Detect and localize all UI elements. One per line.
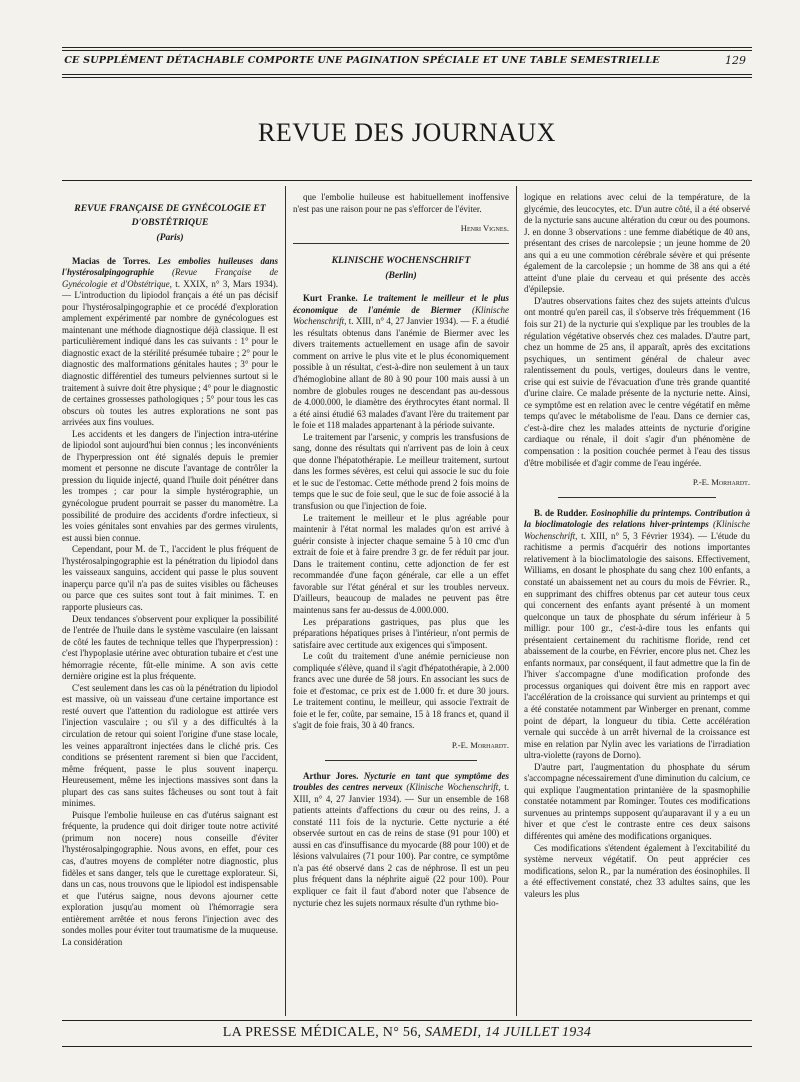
article-author: Arthur Jores. [303, 770, 359, 781]
top-rule-1 [62, 47, 752, 48]
article-paragraph: Deux tendances s'observent pour expliquer la possibilité de l'entrée de l'huile dans le système vasculaire (en laissant de côté les fautes de technique telles que l'hyperpression) : c'est l'hypoplasie utérine avec obturation tubaire et c'est une hémorragie récente, fût-elle minime. A son avis cette dernière origine est la plus fréquente. [62, 613, 278, 682]
article-source: (Revue Française de Gynécologie et d'Obstétrique, [62, 267, 279, 289]
article-paragraph: Ces modifications s'étendent également à l'excitabilité du système nerveux végétatif. On peut apprécier ces modifications, selon R., par la numération des éosinophiles. Il a été effectivement constaté, chez 33 adultes sains, que les valeurs les plus [524, 842, 750, 899]
article-paragraph: Cependant, pour M. de T., l'accident le plus fréquent de l'hystérosalpingographie est la pénétration du lipiodol dans les vaisseaux sanguins, accident qui passe le plus souvent inaperçu parce qu'il n'a pas de suites visibles ou fâcheuses ou parce que ces suites sont tout à fait minimes. T. en rapporte plusieurs cas. [62, 544, 278, 612]
article-source: (Klinische Wochenschrift, [524, 519, 751, 541]
supplement-notice: CE SUPPLÉMENT DÉTACHABLE COMPORTE UNE PAGINATION SPÉCIALE ET UNE TABLE SEMESTRIELLE [64, 55, 660, 66]
article-de-rudder [524, 508, 750, 901]
section-title: REVUE DES JOURNAUX [258, 118, 556, 147]
article-title: Nycturie en tant que symptôme des troubles des centres nerveux [293, 770, 509, 793]
article-title: Les embolies huileuses dans l'hystérosalpingographie [62, 255, 278, 278]
article-kurt-franke [293, 293, 509, 732]
article-text: t. XIII, n° 4, 27 Janvier 1934). — F. a étudié les résultats obtenus dans l'anémie de Biermer avec les divers traitements actuellement en usage afin de savoir comment on arrive le plus vite et le plus économiquement possible à un résultat, c'est-à-dire non seulement à un taux d'hémoglobine allant de 80 à 90 pour 100 mais aussi à un nombre de globules rouges ne descendant pas au-dessous de 4.000.000, le diamètre des érythrocytes étant normal. Il a été ainsi étudié 63 malades d'avant l'ère du traitement par le foie et 118 malades appartenant à la période suivante. [293, 316, 509, 431]
article-divider [558, 497, 716, 498]
article-source: (Klinische Wochenschrift, [293, 304, 509, 327]
article-arthur-jores [293, 771, 509, 910]
page-number: 129 [725, 54, 746, 67]
article-continuation [293, 192, 509, 215]
article-signature: Henri Vignes. [460, 223, 509, 234]
article-lead-paragraph [524, 508, 750, 762]
header-bottom-rule-1 [62, 74, 752, 75]
article-author: B. de Rudder. [534, 507, 588, 518]
article-paragraph: logique en relations avec celui de la température, de la glycémie, des leucocytes, etc. D'un autre côté, il a été observé de la nycturie sans aucune altération du cœur ou des poumons. J. en donne 3 observations : une femme diabétique de 40 ans, présentant des crises de narcolepsie ; un jeune homme de 20 ans qui a eu une commotion cérébrale sévère et qui présente également de la carcolepsie ; un homme de 38 ans qui a été atteint d'une plaie du cerveau et qui présente des accès d'épilepsie. [524, 192, 750, 295]
article-paragraph: Les accidents et les dangers de l'injection intra-utérine de lipiodol sont aujourd'hui bien connus ; les inconvénients de l'hyperpression ont été signalés depuis le premier moment et personne ne discute l'avantage de contrôler la pression du liquide injecté, quand l'huile doit pénétrer dans les trompes ; car pour la simple hystérographie, un gynécologue prudent pourrait se passer du manomètre. La possibilité de produire des accidents d'ordre infectieux, si les voies génitales sont envahies par des germes virulents, est aussi bien connue. [62, 428, 278, 543]
column-divider-1 [285, 186, 286, 1016]
column-1 [62, 192, 278, 956]
article-paragraph: Le coût du traitement d'une anémie pernicieuse non compliquée s'élève, quand il s'agit d'hépatothérapie, à 2.000 francs avec une durée de 58 jours. En associant les sucs de foie et d'estomac, ce prix est de 1.000 fr. et dure 30 jours. Le traitement continu, le meilleur, qui associe l'extrait de foie et le fer, coûte, par semaine, 15 à 18 francs et, quand il s'agit de foie frais, 30 à 40 francs. [293, 651, 509, 731]
column-3 [524, 192, 750, 908]
columns-top-rule [62, 180, 752, 181]
header-bottom-rule-2 [62, 77, 752, 78]
journal-heading: REVUE FRANÇAISE DE GYNÉCOLOGIE ET D'OBSTÉTRIQUE [74, 203, 266, 228]
article-paragraph: Puisque l'embolie huileuse en cas d'utérus saignant est fréquente, la prudence qui doit diriger toute notre activité (primum non nocere) nous conseille d'éviter l'hystérosalpingographie. Nous avons, en effet, pour ces cas, d'autres moyens de compléter notre diagnostic, plus fidèles et sans danger, tels que le curettage explorateur. Si, dans un cas, nous trouvons que le lipiodol est indispensable et que l'utérus saigne, nous devons ajourner cette exploration jusqu'au moment où l'hémorragie sera entièrement arrêtée et nous ferons l'injection avec des sondes molles pour éviter tout traumatisme de la muqueuse. La considération [62, 809, 278, 947]
article-signature: P.-E. Morhardt. [692, 477, 750, 488]
footer-bottom-rule [62, 1046, 752, 1047]
article-divider [325, 760, 476, 761]
column-divider-2 [516, 186, 517, 1016]
running-footer [62, 1022, 752, 1044]
article-author: Kurt Franke. [303, 293, 358, 304]
article-paragraph: Le traitement par l'arsenic, y compris les transfusions de sang, donne des résultats qui n'arrivent pas de loin à ceux que donne l'hépatothérapie. Le meilleur traitement, surtout dans les formes sévères, est celui qui associe le suc du foie et le suc de l'estomac. Cette méthode prend 2 fois moins de temps que le suc de foie seul, que le suc de foie associé à la transfusion ou que l'injection de foie. [293, 431, 509, 512]
article-paragraph: Les préparations gastriques, pas plus que les préparations hépatiques prises à l'intérieur, n'ont permis de satisfaire avec certitude aux exigences qui s'imposent. [293, 616, 509, 650]
article-paragraph: D'autre part, l'augmentation du phosphate du sérum s'accompagne nécessairement d'une diminution du calcium, ce qui explique l'augmentation printanière de la spasmophilie constatée notamment par Rominger. Toutes ces modifications survenues au printemps supposent qu'auparavant il y a eu un hiver et que c'est le contraste entre ces deux saisons différentes qui amène des modifications organiques. [524, 761, 750, 841]
article-text: t. XIII, n° 5, 3 Février 1934). — L'étude du rachitisme a permis d'acquérir des notions importantes relativement à la bioclimatologie des saisons. Effectivement, Williams, en dosant le phosphate du sang chez 100 enfants, a constaté un abaissement net au cours du mois de Février. R., en supprimant des chiffres obtenus par cet auteur tous ceux qui concernent des enfants ayant présenté à un moment quelconque un taux de phosphate du sérum inférieur à 5 milligr. pour 100 gr., c'est-à-dire tous les enfants qui présentaient certainement du rachitisme floride, rend cet abaissement de la courbe, en Février, encore plus net. Chez les enfants normaux, par conséquent, il faut admettre que la fin de l'hiver s'accompagne d'une modification profonde des processus organiques qui doivent être mis en rapport avec l'accélération de la croissance qui survient au printemps et qui a été constatée notamment par Winberger en prenant, comme point de départ, la longueur du tibia. Cette accélération vernale qui succède à un arrêt hivernal de la croissance est mise en relation par Nylin avec les variations de l'irradiation ultra-violette (rayons de Dorno). [524, 530, 751, 761]
article-paragraph: Le traitement le meilleur et le plus agréable pour maintenir à l'état normal les malades qu'on est arrivé à guérir consiste à injecter chaque semaine 5 à 10 cmc d'un extrait de foie et à faire prendre 3 gr. de fer réduit par jour. Dans le traitement continu, cette adjonction de fer est recommandée d'une façon générale, car elle a un effet favorable sur l'état général et sur les troubles nerveux. D'ailleurs, beaucoup de malades ne peuvent pas être maintenus sans fer au-dessus de 4.000.000. [293, 512, 509, 615]
article-signature: P.-E. Morhardt. [451, 739, 509, 750]
section-divider [293, 243, 509, 244]
article-title: Le traitement le meilleur et le plus économique de l'anémie de Biermer [293, 293, 510, 315]
article-paragraph: C'est seulement dans les cas où la pénétration du lipiodol est massive, où un vaisseau d'une certaine importance est resté ouvert que l'attention du radiologue est attirée vers l'injection vasculaire ; ou s'il y a des difficultés à la circulation de retour qui soient l'origine d'une stase locale, les veines apparaîtront injectées dans le cliché pris. Ces conditions se présentent rarement si bien que l'accident, même fréquent, passe le plus souvent inaperçu. Heureusement, même les injections massives sont dans la plupart des cas sans suites fâcheuses ou sont tout à fait minimes. [62, 682, 278, 809]
journal-city: (Paris) [156, 232, 184, 243]
footer-line [62, 1025, 752, 1041]
article-paragraph: D'autres observations faites chez des sujets atteints d'ulcus ont montré qu'en pareil cas, il s'observe très fréquemment (16 fois sur 21) de la nycturie qui s'explique par les troubles de la régulation végétative observés chez ces malades. D'autre part, chez un homme de 25 ans, il apparaît, après des excitations psychiques, un sentiment général de chaleur avec ralentissement du pouls, vertiges, douleurs dans le ventre, crise qui est suivie de l'évacuation d'une très grande quantité d'urine claire. Ce malade présente de la nycturie nette. Ainsi, ce symptôme est en relation avec le centre végétatif en même temps qu'avec le métabolisme de l'eau. Dans ce dernier cas, c'est-à-dire chez les malades atteints de nycturie d'origine cardiaque ou rénale, il doit s'agir d'un phénomène de compensation : la position couchée permet à l'eau des tissus d'être mobilisée et d'agir comme de l'eau ingérée. [524, 295, 750, 468]
column-2 [293, 192, 509, 917]
journal-city: (Berlin) [385, 269, 417, 281]
article-source: (Klinische Wochenschrift, [406, 782, 501, 793]
article-text: t. XXIX, n° 3, Mars 1934). — L'introduction du lipiodol français a été un pas décisif pour l'hystérosalpingographie et ce procédé d'exploration amplement expérimenté par nombre de gynécologues est maintenant une méthode diagnostique déjà classique. Il est particulièrement indiqué dans les cas suivants : 1° pour le diagnostic exact de la stérilité présumée tubaire ; 2° pour le diagnostic des malformations génitales hautes ; 3° pour le diagnostic différentiel des tumeurs pelviennes surtout si le traitement à suivre doit être physique ; 4° pour le diagnostic de certaines grossesses pathologiques ; 5° pour tous les cas obscurs où toutes les autres explorations ne sont pas arrivées aux fins voulues. [62, 278, 278, 428]
footer-date: SAMEDI, 14 JUILLET 1934 [425, 1025, 592, 1040]
article-paragraph: que l'embolie huileuse est habituellement inoffensive n'est pas une raison pour ne pas s'efforcer de l'éviter. [293, 192, 509, 214]
article-lead-paragraph [293, 771, 509, 910]
article-lead-paragraph [293, 293, 509, 432]
article-lead-paragraph [62, 256, 278, 429]
article-title: Eosinophilie du printemps. Contribution à la bioclimatologie des relations hiver-printemps [524, 507, 751, 530]
running-header [62, 50, 752, 74]
article-jores-continuation [524, 192, 750, 469]
footer-top-rule [62, 1020, 752, 1021]
footer-journal: LA PRESSE MÉDICALE, N° 56, [222, 1025, 422, 1040]
article-macias-de-torres [62, 256, 278, 949]
article-author: Macias de Torres. [72, 255, 151, 266]
journal-heading: KLINISCHE WOCHENSCHRIFT [331, 254, 471, 266]
article-text: t. XIII, n° 4, 27 Janvier 1934). — Sur un ensemble de 168 patients atteints d'affections du cœur ou des reins, J. a constaté 111 fois de la nycturie. Cette nycturie a été observée surtout en cas de reins de stase (91 pour 100) et aussi en cas d'insuffisance du myocarde (88 pour 100) et de lésions valvulaires (71 pour 100). Par contre, ce symptôme n'a pas été observé dans 2 cas de néphrose. Il est un peu plus fréquent dans la néphrite aiguë (22 pour 100). Pour expliquer ce fait il faut d'abord noter que l'absence de nycturie chez les sujets normaux résulte d'un rythme bio- [293, 782, 510, 908]
